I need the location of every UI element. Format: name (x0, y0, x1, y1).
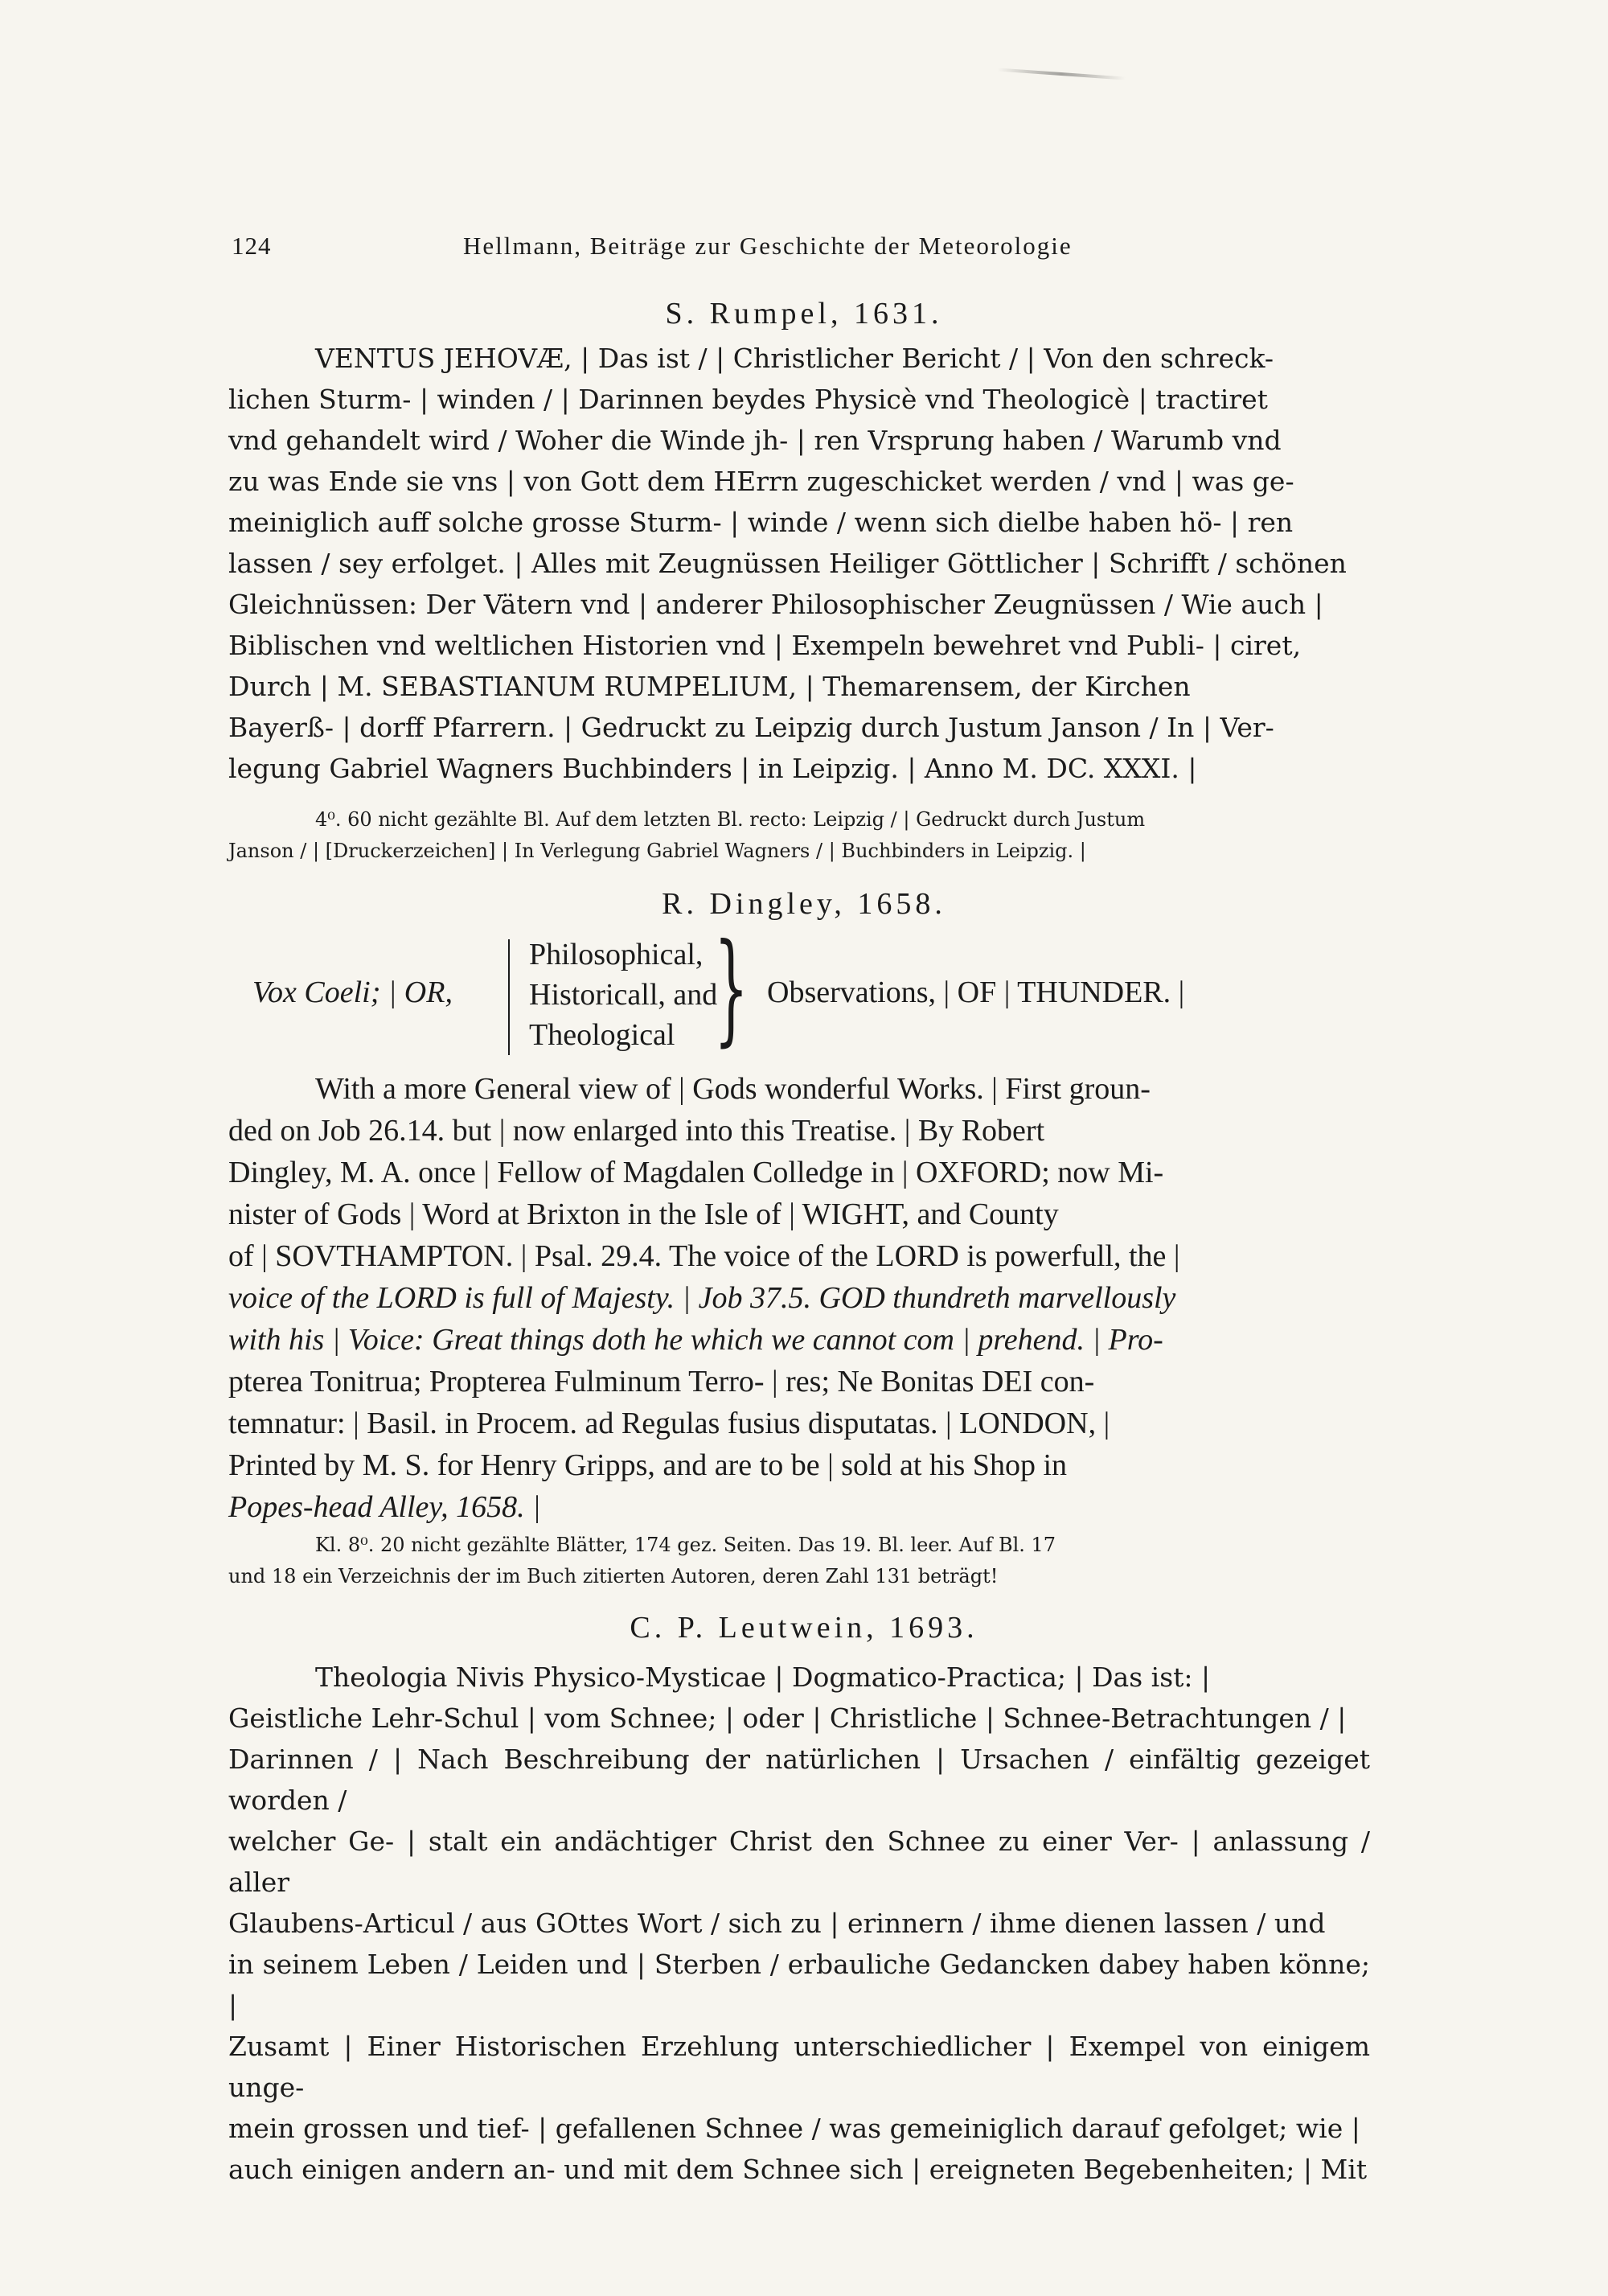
note-line: und 18 ein Verzeichnis der im Buch zitierten Autoren, deren Zahl 131 beträgt! (228, 1565, 999, 1587)
text-line: zu was Ende sie vns | von Gott dem HErrn zugeschicket werden / vnd | was ge- (228, 466, 1294, 497)
note-line: 4⁰. 60 nicht gezählte Bl. Auf dem letzten Bl. recto: Leipzig / | Gedruckt durch Justum (315, 808, 1146, 831)
entry-text-leutwein (228, 1657, 1370, 2190)
text-line: Popes-head Alley, 1658. | (228, 1490, 541, 1524)
running-title: Hellmann, Beiträge zur Geschichte der Meteorologie (463, 232, 1073, 260)
entry-heading-dingley: R. Dingley, 1658. (662, 887, 946, 921)
text-line: Glaubens-Articul / aus GOttes Wort / sich zu | erinnern / ihme dienen lassen / und (228, 1908, 1326, 1939)
text-line: VENTUS JEHOVÆ, | Das ist / | Christlicher Bericht / | Von den schreck- (315, 343, 1274, 374)
entry-note-dingley (228, 1530, 1370, 1592)
brace-middle-item: Theological (529, 1018, 675, 1052)
brace-middle-list (529, 934, 717, 1055)
text-line: pterea Tonitrua; Propterea Fulminum Terro- | res; Ne Bonitas DEI con- (228, 1365, 1095, 1399)
curly-brace-glyph: } (714, 918, 749, 1058)
text-line: meiniglich auff solche grosse Sturm- | winde / wenn sich dielbe haben hö- | ren (228, 507, 1294, 538)
text-line: Dingley, M. A. once | Fellow of Magdalen Colledge in | OXFORD; now Mi- (228, 1156, 1164, 1189)
text-line: Geistliche Lehr-Schul | vom Schnee; | oder | Christliche | Schnee-Betrachtungen / | (228, 1702, 1347, 1734)
entry-heading-rumpel: S. Rumpel, 1631. (665, 297, 943, 331)
text-line: in seinem Leben / Leiden und | Sterben / erbauliche Gedancken dabey haben könne; | (228, 1949, 1370, 2021)
title-brace-block (241, 918, 1383, 1058)
brace-right-text: Observations, | OF | THUNDER. | (767, 975, 1185, 1009)
brace-left-text: Vox Coeli; | OR, (252, 975, 453, 1009)
text-line: lichen Sturm- | winden / | Darinnen beydes Physicè vnd Theologicè | tractiret (228, 384, 1268, 415)
running-head (232, 232, 1373, 269)
text-line: temnatur: | Basil. in Procem. ad Regulas fusius disputatas. | LONDON, | (228, 1407, 1110, 1440)
text-line: With a more General view of | Gods wonderful Works. | First groun- (315, 1072, 1151, 1106)
text-line: ded on Job 26.14. but | now enlarged into this Treatise. | By Robert (228, 1114, 1045, 1148)
text-line: Biblischen vnd weltlichen Historien vnd | Exempeln bewehret vnd Publi- | ciret, (228, 630, 1302, 661)
text-line: Printed by M. S. for Henry Gripps, and are to be | sold at his Shop in (228, 1448, 1067, 1482)
page-number: 124 (232, 232, 272, 260)
entry-note-rumpel (228, 804, 1370, 867)
text-line: mein grossen und tief- | gefallenen Schnee / was gemeiniglich darauf gefolget; wie | (228, 2113, 1360, 2144)
text-line: welcher Ge- | stalt ein andächtiger Christ den Schnee zu einer Ver- | anlassung / aller (228, 1826, 1370, 1898)
text-line: lassen / sey erfolget. | Alles mit Zeugnüssen Heiliger Göttlicher | Schrifft / schönen (228, 548, 1347, 579)
text-line: Theologia Nivis Physico-Mysticae | Dogmatico-Practica; | Das ist: | (315, 1661, 1211, 1693)
note-line: Janson / | [Druckerzeichen] | In Verlegung Gabriel Wagners / | Buchbinders in Leipzig. | (228, 840, 1086, 862)
entry-heading-leutwein: C. P. Leutwein, 1693. (630, 1611, 978, 1645)
text-line: Zusamt | Einer Historischen Erzehlung unterschiedlicher | Exempel von einigem unge- (228, 2031, 1370, 2103)
text-line: voice of the LORD is full of Majesty. | Job 37.5. GOD thundreth marvellously (228, 1281, 1176, 1315)
text-line: with his | Voice: Great things doth he which we cannot com | prehend. | Pro- (228, 1323, 1163, 1357)
text-line: Darinnen / | Nach Beschreibung der natürlichen | Ursachen / einfältig gezeiget worden / (228, 1744, 1370, 1816)
text-line: legung Gabriel Wagners Buchbinders | in Leipzig. | Anno M. DC. XXXI. | (228, 753, 1197, 784)
brace-middle-item: Historicall, and (529, 978, 718, 1012)
text-line: Gleichnüssen: Der Vätern vnd | anderer Philosophischer Zeugnüssen / Wie auch | (228, 589, 1323, 620)
text-line: auch einigen andern an- und mit dem Schnee sich | ereigneten Begebenheiten; | Mit (228, 2154, 1368, 2185)
text-line: nister of Gods | Word at Brixton in the Isle of | WIGHT, and County (228, 1197, 1059, 1231)
text-line: Bayerß- | dorff Pfarrern. | Gedruckt zu Leipzig durch Justum Janson / In | Ver- (228, 712, 1274, 743)
text-line: Durch | M. SEBASTIANUM RUMPELIUM, | Themarensem, der Kirchen (228, 671, 1191, 702)
note-line: Kl. 8⁰. 20 nicht gezählte Blätter, 174 gez. Seiten. Das 19. Bl. leer. Auf Bl. 17 (315, 1534, 1056, 1556)
text-line: vnd gehandelt wird / Woher die Winde jh- | ren Vrsprung haben / Warumb vnd (228, 425, 1282, 456)
text-line: of | SOVTHAMPTON. | Psal. 29.4. The voice of the LORD is powerfull, the | (228, 1239, 1180, 1273)
scan-smudge (997, 68, 1126, 80)
entry-text-rumpel (228, 338, 1370, 789)
entry-text-dingley (228, 1068, 1370, 1528)
brace-bar (508, 939, 510, 1055)
brace-middle-item: Philosophical, (529, 938, 704, 971)
